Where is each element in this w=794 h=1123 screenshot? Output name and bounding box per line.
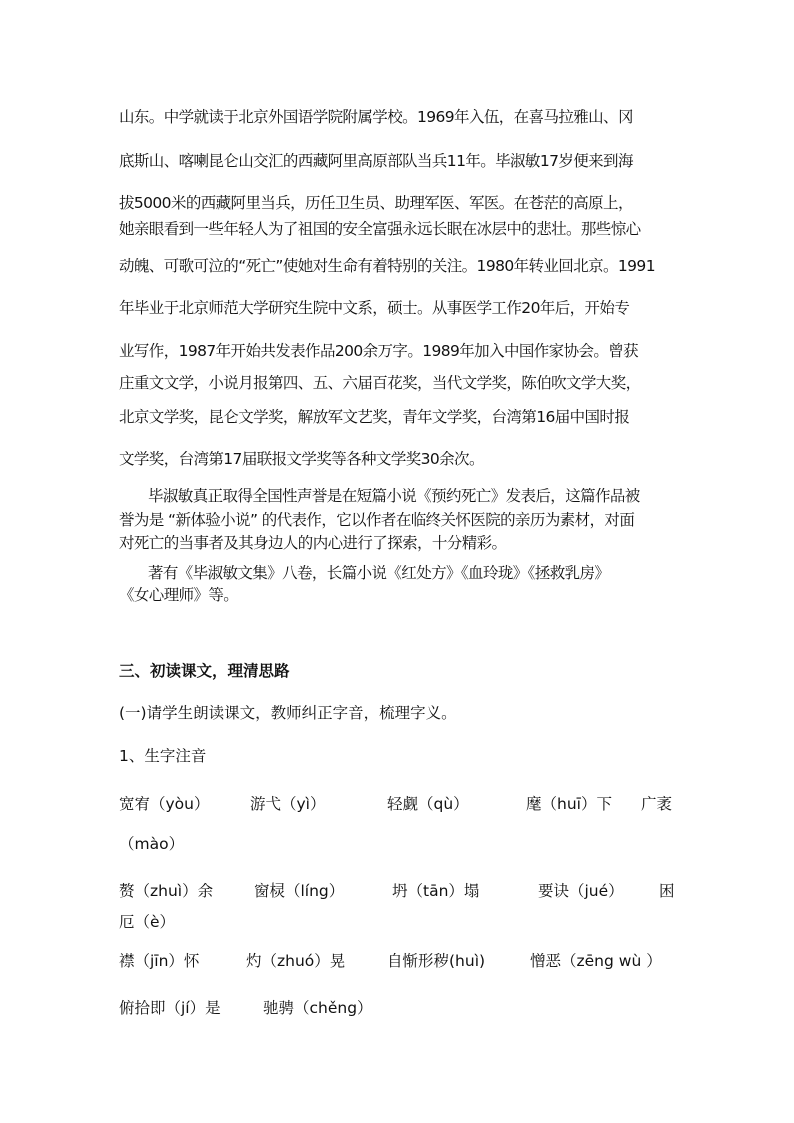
- paragraph-line: 誉为是 “新体验小说” 的代表作，它以作者在临终关怀医院的亲历为素材，对面: [119, 511, 635, 529]
- bio-line: 动魄、可歌可泣的“死亡”使她对生命有着特别的关注。1980年转业回北京。1991: [119, 257, 655, 275]
- vocab-item: 坍（tān）塌: [392, 882, 480, 900]
- paragraph-line: 毕淑敏真正取得全国性声誉是在短篇小说《预约死亡》发表后，这篇作品被: [148, 487, 640, 505]
- vocab-item: 俯拾即（jí）是: [119, 999, 221, 1017]
- vocab-item: 灼（zhuó）晃: [246, 952, 346, 970]
- bio-line: 北京文学奖，昆仑文学奖，解放军文艺奖，青年文学奖，台湾第16届中国时报: [119, 408, 630, 426]
- vocab-item: 轻觑（qù）: [387, 795, 469, 813]
- bio-line: 业写作，1987年开始共发表作品200余万字。1989年加入中国作家协会。曾获: [119, 342, 639, 360]
- bio-line: 庄重文文学，小说月报第四、五、六届百花奖，当代文学奖，陈伯吹文学大奖，: [119, 374, 641, 392]
- bio-line: 文学奖，台湾第17届联报文学奖等各种文学奖30余次。: [119, 450, 484, 468]
- bio-line: 年毕业于北京师范大学研究生院中文系，硕士。从事医学工作20年后，开始专: [119, 299, 630, 317]
- vocab-item-wrap: 厄（è）: [119, 913, 176, 931]
- bio-line: 山东。中学就读于北京外国语学院附属学校。1969年入伍，在喜马拉雅山、冈: [119, 108, 633, 126]
- vocab-item: 要诀（jué）: [538, 882, 624, 900]
- bio-line: 底斯山、喀喇昆仑山交汇的西藏阿里高原部队当兵11年。毕淑敏17岁便来到海: [119, 152, 633, 170]
- bio-line: 她亲眼看到一些年轻人为了祖国的安全富强永远长眠在冰层中的悲壮。那些惊心: [119, 220, 641, 238]
- paragraph-line: 著有《毕淑敏文集》八卷，长篇小说《红处方》《血玲珑》《拯救乳房》: [148, 564, 610, 582]
- vocab-item: 广袤: [641, 795, 673, 813]
- vocab-item: 困: [659, 882, 675, 900]
- vocab-item: 驰骋（chěng）: [263, 999, 373, 1017]
- bio-line: 拔5000米的西藏阿里当兵，历任卫生员、助理军医、军医。在苍茫的高原上，: [119, 194, 633, 212]
- vocab-item: 自惭形秽(huì): [387, 952, 486, 970]
- vocab-item-wrap: （mào）: [119, 835, 185, 853]
- list-item-heading: 1、生字注音: [119, 747, 207, 765]
- vocab-item: 游弋（yì）: [250, 795, 326, 813]
- section-heading: 三、初读课文，理清思路: [119, 662, 290, 680]
- vocab-item: 襟（jīn）怀: [119, 952, 200, 970]
- vocab-item: 麾（huī）下: [526, 795, 612, 813]
- vocab-item: 宽宥（yòu）: [119, 795, 210, 813]
- subsection-heading: (一)请学生朗读课文，教师纠正字音，梳理字义。: [119, 704, 457, 722]
- paragraph-line: 《女心理师》等。: [119, 586, 239, 604]
- vocab-item: 窗棂（líng）: [254, 882, 345, 900]
- vocab-item: 赘（zhuì）余: [119, 882, 214, 900]
- vocab-item: 憎恶（zēng wù ）: [530, 952, 662, 970]
- paragraph-line: 对死亡的当事者及其身边人的内心进行了探索，十分精彩。: [119, 534, 507, 552]
